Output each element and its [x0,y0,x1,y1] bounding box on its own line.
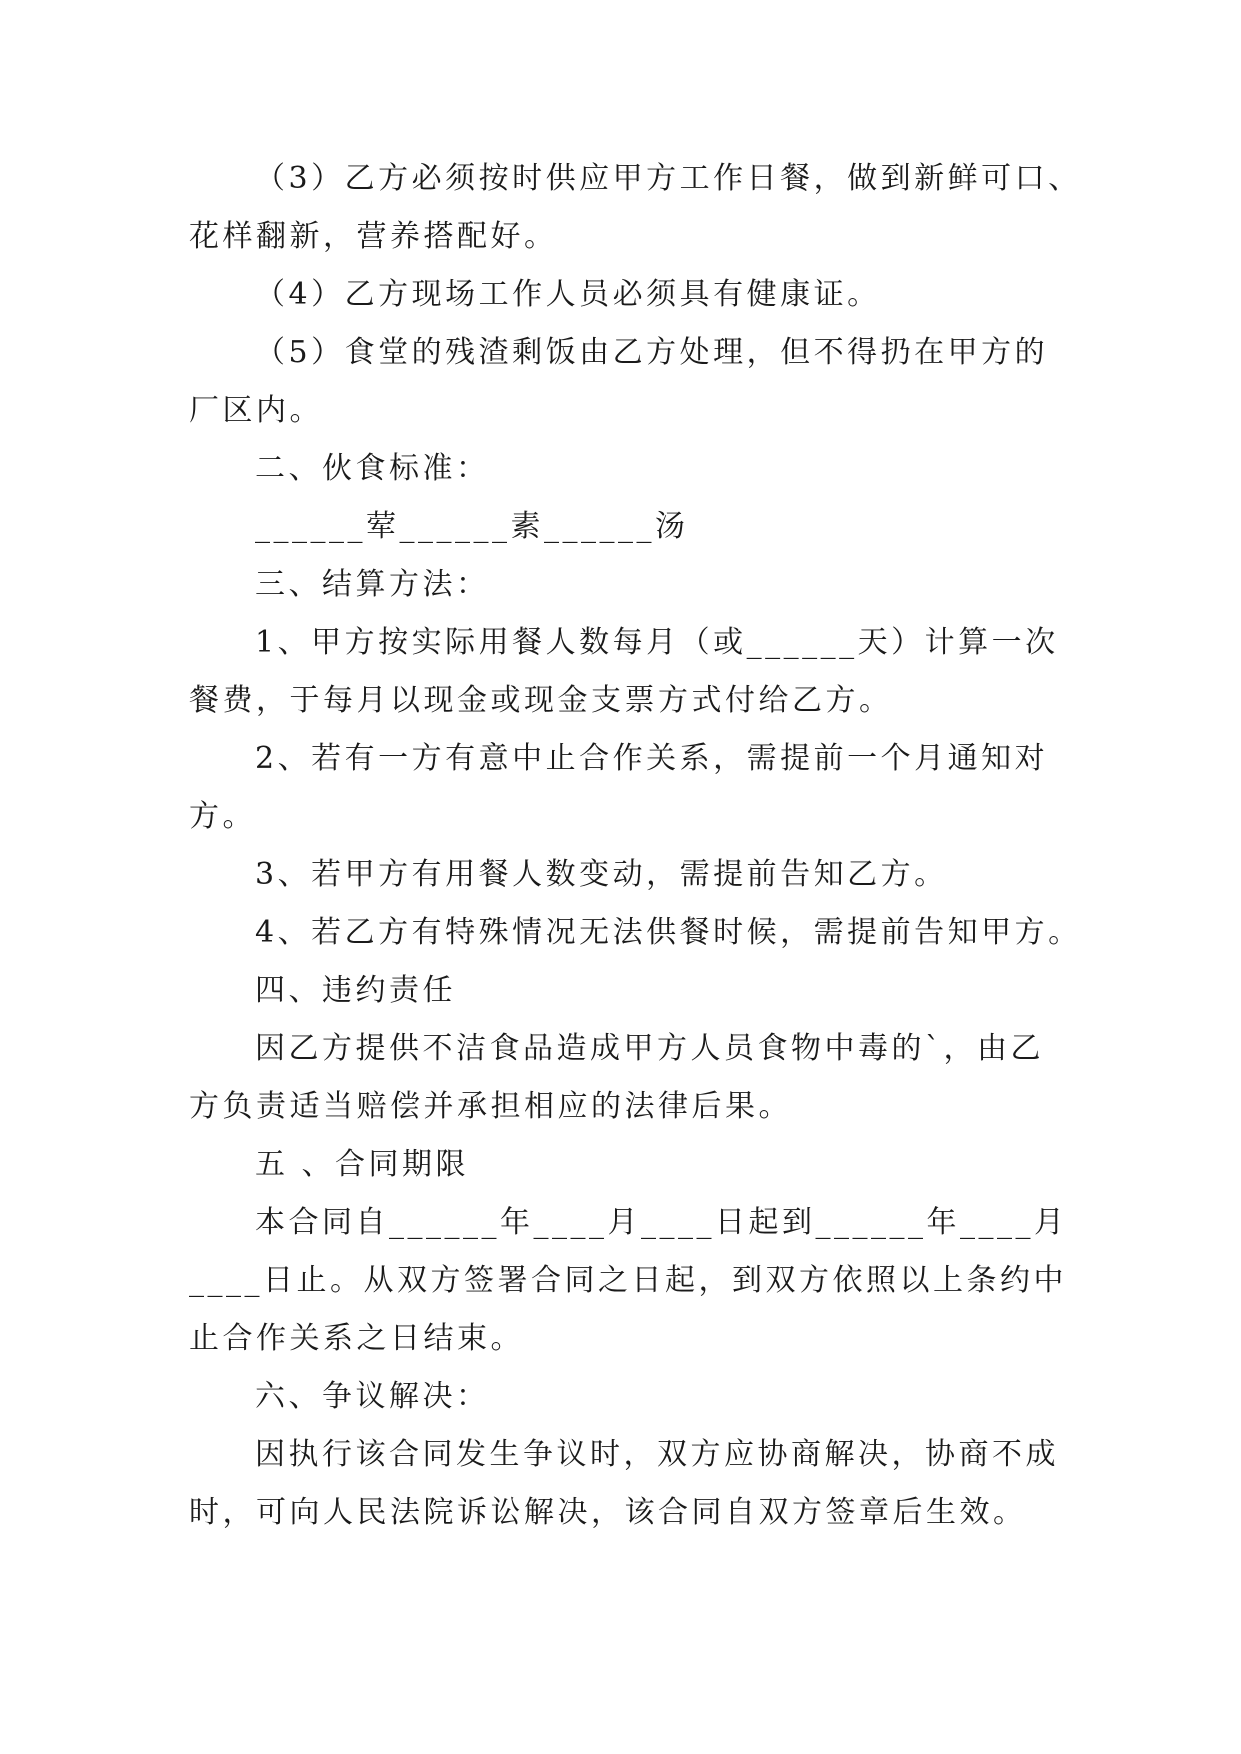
term-text-line-2: ____日止。从双方签署合同之日起，到双方依照以上条约中 [189,1263,1067,1298]
dispute-text-line-2: 时，可向人民法院诉讼解决，该合同自双方签章后生效。 [189,1495,1027,1530]
settlement-item-1-line-1: 1、甲方按实际用餐人数每月（或______天）计算一次 [255,625,1059,660]
section-heading-meal-standard: 二、伙食标准： [255,451,490,486]
settlement-item-2-line-2: 方。 [189,799,256,834]
term-text-line-1: 本合同自______年____月____日起到______年____月 [255,1205,1068,1240]
clause-5-line-2: 厂区内。 [189,393,323,428]
clause-3-line-2: 花样翻新，营养搭配好。 [189,219,558,254]
section-heading-term: 五 、合同期限 [255,1147,470,1182]
liability-text-line-1: 因乙方提供不洁食品造成甲方人员食物中毒的`，由乙 [255,1031,1044,1066]
settlement-item-3: 3、若甲方有用餐人数变动，需提前告知乙方。 [255,857,948,892]
liability-text-line-2: 方负责适当赔偿并承担相应的法律后果。 [189,1089,792,1124]
section-heading-dispute: 六、争议解决： [255,1379,490,1414]
meal-standard-blanks: ______荤______素______汤 [255,509,689,544]
settlement-item-1-line-2: 餐费，于每月以现金或现金支票方式付给乙方。 [189,683,893,718]
clause-5-line-1: （5）食堂的残渣剩饭由乙方处理，但不得扔在甲方的 [255,335,1049,370]
section-heading-settlement: 三、结算方法： [255,567,490,602]
clause-3-line-1: （3）乙方必须按时供应甲方工作日餐，做到新鲜可口、 [255,161,1082,196]
contract-body [189,150,1082,1542]
dispute-text-line-1: 因执行该合同发生争议时，双方应协商解决，协商不成 [255,1437,1059,1472]
settlement-item-4: 4、若乙方有特殊情况无法供餐时候，需提前告知甲方。 [255,915,1082,950]
clause-4: （4）乙方现场工作人员必须具有健康证。 [255,277,881,312]
settlement-item-2-line-1: 2、若有一方有意中止合作关系，需提前一个月通知对 [255,741,1049,776]
term-text-line-3: 止合作关系之日结束。 [189,1321,524,1356]
section-heading-liability: 四、违约责任 [255,973,456,1008]
